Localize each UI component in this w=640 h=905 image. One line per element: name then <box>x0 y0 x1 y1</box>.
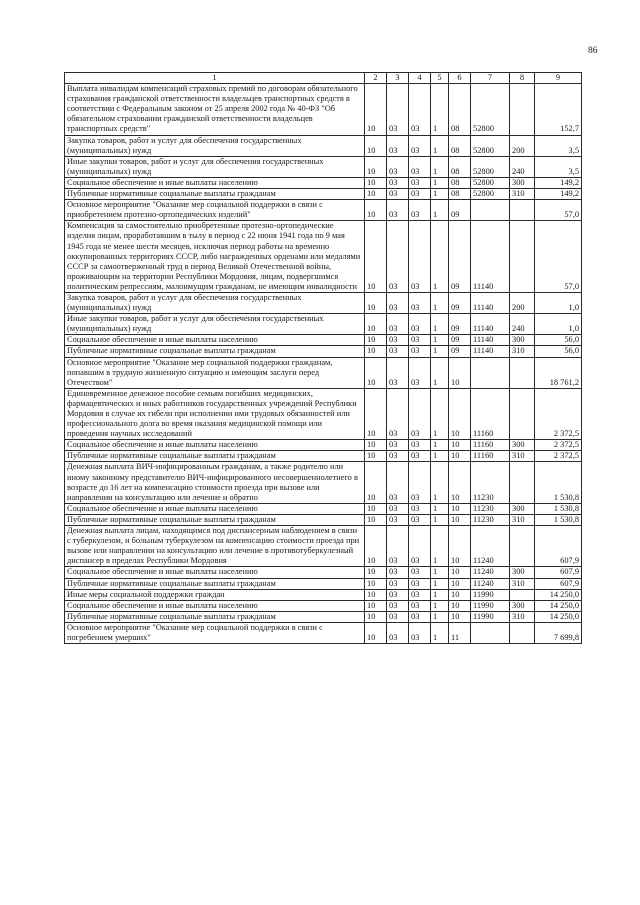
row-col-8: 310 <box>510 611 535 622</box>
row-col-5: 1 <box>431 84 449 135</box>
row-col-7: 11990 <box>471 611 510 622</box>
row-col-8: 310 <box>510 578 535 589</box>
table-row <box>65 135 582 156</box>
row-col-8: 300 <box>510 503 535 514</box>
row-col-4: 03 <box>409 200 431 221</box>
table-row <box>65 314 582 335</box>
row-col-6: 10 <box>449 451 471 462</box>
row-col-3: 03 <box>387 177 409 188</box>
row-col-8: 200 <box>510 292 535 313</box>
row-name: Публичные нормативные социальные выплаты гражданам <box>65 611 365 622</box>
row-col-7: 52800 <box>471 135 510 156</box>
table-row <box>65 600 582 611</box>
row-col-8 <box>510 462 535 503</box>
row-col-6: 10 <box>449 578 471 589</box>
row-col-6: 08 <box>449 84 471 135</box>
row-col-4: 03 <box>409 335 431 346</box>
row-col-5: 1 <box>431 156 449 177</box>
row-col-6: 10 <box>449 357 471 388</box>
row-amount: 3,5 <box>535 156 582 177</box>
row-col-2: 10 <box>365 346 387 357</box>
row-name: Основное мероприятие "Оказание мер социальной поддержки в связи с приобретением протезно-ортопедических изделий" <box>65 200 365 221</box>
row-col-7: 11140 <box>471 292 510 313</box>
row-col-3: 03 <box>387 135 409 156</box>
row-col-4: 03 <box>409 514 431 525</box>
row-col-5: 1 <box>431 526 449 567</box>
row-name: Социальное обеспечение и иные выплаты населению <box>65 600 365 611</box>
row-col-6: 10 <box>449 611 471 622</box>
row-col-2: 10 <box>365 514 387 525</box>
row-col-2: 10 <box>365 589 387 600</box>
header-col-4: 4 <box>409 73 431 84</box>
row-amount: 149,2 <box>535 177 582 188</box>
row-amount: 152,7 <box>535 84 582 135</box>
row-col-2: 10 <box>365 451 387 462</box>
row-col-5: 1 <box>431 611 449 622</box>
row-col-6: 08 <box>449 156 471 177</box>
row-col-6: 09 <box>449 335 471 346</box>
row-col-4: 03 <box>409 526 431 567</box>
row-col-7: 11990 <box>471 589 510 600</box>
row-col-7: 11140 <box>471 314 510 335</box>
row-col-4: 03 <box>409 346 431 357</box>
row-col-3: 03 <box>387 567 409 578</box>
row-col-6: 08 <box>449 177 471 188</box>
row-amount: 3,5 <box>535 135 582 156</box>
row-col-3: 03 <box>387 221 409 293</box>
row-name: Публичные нормативные социальные выплаты гражданам <box>65 578 365 589</box>
row-col-3: 03 <box>387 346 409 357</box>
table-row <box>65 611 582 622</box>
table-row <box>65 567 582 578</box>
row-col-7: 11160 <box>471 440 510 451</box>
row-col-5: 1 <box>431 388 449 439</box>
row-col-2: 10 <box>365 156 387 177</box>
row-amount: 14 250,0 <box>535 600 582 611</box>
row-amount: 1,0 <box>535 292 582 313</box>
row-col-3: 03 <box>387 314 409 335</box>
header-col-8: 8 <box>510 73 535 84</box>
page-number: 86 <box>588 46 598 56</box>
row-col-8 <box>510 200 535 221</box>
row-amount: 14 250,0 <box>535 611 582 622</box>
row-amount: 56,0 <box>535 335 582 346</box>
row-col-6: 10 <box>449 526 471 567</box>
row-col-5: 1 <box>431 221 449 293</box>
row-name: Социальное обеспечение и иные выплаты населению <box>65 503 365 514</box>
row-name: Публичные нормативные социальные выплаты гражданам <box>65 451 365 462</box>
row-col-3: 03 <box>387 200 409 221</box>
row-col-4: 03 <box>409 221 431 293</box>
row-amount: 1 530,8 <box>535 503 582 514</box>
row-col-4: 03 <box>409 611 431 622</box>
table-row <box>65 440 582 451</box>
row-col-5: 1 <box>431 451 449 462</box>
row-col-4: 03 <box>409 357 431 388</box>
row-col-2: 10 <box>365 440 387 451</box>
table-row <box>65 514 582 525</box>
row-amount: 57,0 <box>535 200 582 221</box>
header-col-5: 5 <box>431 73 449 84</box>
row-col-6: 10 <box>449 589 471 600</box>
row-name: Закупка товаров, работ и услуг для обеспечения государственных (муниципальных) нужд <box>65 292 365 313</box>
row-amount: 607,9 <box>535 567 582 578</box>
row-col-7: 11990 <box>471 600 510 611</box>
row-col-7: 11240 <box>471 526 510 567</box>
table-row <box>65 589 582 600</box>
row-col-6: 10 <box>449 600 471 611</box>
row-name: Социальное обеспечение и иные выплаты населению <box>65 567 365 578</box>
row-col-3: 03 <box>387 156 409 177</box>
row-col-8: 310 <box>510 451 535 462</box>
row-col-5: 1 <box>431 189 449 200</box>
row-col-5: 1 <box>431 440 449 451</box>
row-col-2: 10 <box>365 189 387 200</box>
row-col-8: 300 <box>510 600 535 611</box>
row-amount: 2 372,5 <box>535 388 582 439</box>
row-col-2: 10 <box>365 526 387 567</box>
row-col-2: 10 <box>365 200 387 221</box>
row-col-2: 10 <box>365 314 387 335</box>
row-col-5: 1 <box>431 177 449 188</box>
row-col-5: 1 <box>431 589 449 600</box>
row-col-8: 200 <box>510 135 535 156</box>
table-row <box>65 221 582 293</box>
row-name: Основное мероприятие "Оказание мер социальной поддержки в связи с погребением умерших" <box>65 622 365 643</box>
row-col-3: 03 <box>387 388 409 439</box>
row-col-2: 10 <box>365 600 387 611</box>
row-col-8 <box>510 589 535 600</box>
row-col-5: 1 <box>431 514 449 525</box>
row-col-4: 03 <box>409 567 431 578</box>
row-amount: 2 372,5 <box>535 451 582 462</box>
row-col-3: 03 <box>387 84 409 135</box>
row-col-6: 10 <box>449 388 471 439</box>
row-col-4: 03 <box>409 600 431 611</box>
row-col-3: 03 <box>387 611 409 622</box>
row-col-2: 10 <box>365 462 387 503</box>
table-row <box>65 84 582 135</box>
row-col-7: 11140 <box>471 346 510 357</box>
row-col-7: 52800 <box>471 84 510 135</box>
row-col-8 <box>510 84 535 135</box>
row-name: Закупка товаров, работ и услуг для обеспечения государственных (муниципальных) нужд <box>65 135 365 156</box>
row-col-5: 1 <box>431 314 449 335</box>
row-col-7: 11230 <box>471 462 510 503</box>
row-col-2: 10 <box>365 84 387 135</box>
row-name: Денежная выплата ВИЧ-инфицированным гражданам, а также родителю или иному законному представителю ВИЧ-инфицированного несовершеннолетнего в возрасте до 16 лет на компенсацию стоимости проезда при вызове или направлении на консультацию или лечение и обратно <box>65 462 365 503</box>
row-col-6: 09 <box>449 221 471 293</box>
row-col-2: 10 <box>365 622 387 643</box>
row-col-2: 10 <box>365 135 387 156</box>
row-col-6: 09 <box>449 200 471 221</box>
row-amount: 1,0 <box>535 314 582 335</box>
row-col-5: 1 <box>431 335 449 346</box>
table-row <box>65 526 582 567</box>
row-col-3: 03 <box>387 357 409 388</box>
row-col-7: 11230 <box>471 503 510 514</box>
row-col-8 <box>510 221 535 293</box>
row-col-3: 03 <box>387 292 409 313</box>
row-col-4: 03 <box>409 503 431 514</box>
row-name: Иные закупки товаров, работ и услуг для обеспечения государственных (муниципальных) нужд <box>65 314 365 335</box>
row-name: Компенсация за самостоятельно приобретенные протезно-ортопедические изделия лицам, проработавшим в тылу в период с 22 июня 1941 года по 9 мая 1945 года не менее шести месяцев, исключая период работы на временно оккупированных территориях СССР, либо награжденных орденами или медалями СССР за самоотверженный труд в период Великой Отечественной войны, проживающим на территории Республики Мордовия, лицам, подвергшимся политическим репрессиям, малоимущим гражданам, не имеющим инвалидности <box>65 221 365 293</box>
row-col-3: 03 <box>387 589 409 600</box>
row-col-6: 09 <box>449 346 471 357</box>
table-row <box>65 503 582 514</box>
row-col-5: 1 <box>431 567 449 578</box>
row-col-8: 240 <box>510 314 535 335</box>
row-col-7 <box>471 200 510 221</box>
row-col-5: 1 <box>431 292 449 313</box>
header-col-1: 1 <box>65 73 365 84</box>
row-col-2: 10 <box>365 388 387 439</box>
row-col-4: 03 <box>409 440 431 451</box>
row-col-6: 10 <box>449 503 471 514</box>
row-col-4: 03 <box>409 135 431 156</box>
row-col-3: 03 <box>387 514 409 525</box>
row-name: Публичные нормативные социальные выплаты гражданам <box>65 189 365 200</box>
row-col-2: 10 <box>365 221 387 293</box>
row-col-5: 1 <box>431 600 449 611</box>
row-col-6: 10 <box>449 440 471 451</box>
row-col-7: 11240 <box>471 567 510 578</box>
row-col-6: 09 <box>449 292 471 313</box>
row-col-3: 03 <box>387 622 409 643</box>
row-col-2: 10 <box>365 292 387 313</box>
table-row <box>65 346 582 357</box>
budget-table <box>64 72 582 644</box>
row-amount: 56,0 <box>535 346 582 357</box>
header-row <box>65 73 582 84</box>
row-amount: 1 530,8 <box>535 514 582 525</box>
table-row <box>65 357 582 388</box>
row-col-3: 03 <box>387 335 409 346</box>
row-col-3: 03 <box>387 526 409 567</box>
row-amount: 607,9 <box>535 578 582 589</box>
table-row <box>65 451 582 462</box>
row-col-4: 03 <box>409 589 431 600</box>
row-col-2: 10 <box>365 611 387 622</box>
row-col-6: 08 <box>449 189 471 200</box>
row-col-7: 52800 <box>471 189 510 200</box>
row-col-8 <box>510 388 535 439</box>
row-col-7: 11160 <box>471 388 510 439</box>
row-col-3: 03 <box>387 462 409 503</box>
row-col-6: 10 <box>449 567 471 578</box>
row-col-5: 1 <box>431 135 449 156</box>
row-name: Выплата инвалидам компенсаций страховых премий по договорам обязательного страхования гражданской ответственности владельцев транспортных средств в соответствии с Федеральным законом от 25 апреля 2002 года № 40-ФЗ "Об обязательном страховании гражданской ответственности владельцев транспортных средств" <box>65 84 365 135</box>
row-col-8: 300 <box>510 440 535 451</box>
row-col-8: 300 <box>510 335 535 346</box>
row-col-7: 11230 <box>471 514 510 525</box>
table-row <box>65 156 582 177</box>
row-amount: 18 761,2 <box>535 357 582 388</box>
row-col-4: 03 <box>409 189 431 200</box>
row-col-4: 03 <box>409 451 431 462</box>
row-col-8 <box>510 357 535 388</box>
table-row <box>65 292 582 313</box>
header-col-9: 9 <box>535 73 582 84</box>
header-col-7: 7 <box>471 73 510 84</box>
row-col-3: 03 <box>387 578 409 589</box>
row-col-6: 10 <box>449 462 471 503</box>
row-col-7: 11140 <box>471 335 510 346</box>
row-name: Социальное обеспечение и иные выплаты населению <box>65 335 365 346</box>
row-col-6: 08 <box>449 135 471 156</box>
row-amount: 7 699,8 <box>535 622 582 643</box>
row-col-7: 52800 <box>471 177 510 188</box>
row-col-8: 240 <box>510 156 535 177</box>
row-col-8 <box>510 622 535 643</box>
row-col-3: 03 <box>387 451 409 462</box>
row-col-8: 310 <box>510 189 535 200</box>
row-col-4: 03 <box>409 84 431 135</box>
row-col-4: 03 <box>409 388 431 439</box>
table-row <box>65 462 582 503</box>
row-name: Иные закупки товаров, работ и услуг для обеспечения государственных (муниципальных) нужд <box>65 156 365 177</box>
row-amount: 2 372,5 <box>535 440 582 451</box>
table-row <box>65 200 582 221</box>
row-col-2: 10 <box>365 357 387 388</box>
row-col-7 <box>471 622 510 643</box>
row-col-4: 03 <box>409 177 431 188</box>
row-col-5: 1 <box>431 346 449 357</box>
header-col-6: 6 <box>449 73 471 84</box>
header-col-2: 2 <box>365 73 387 84</box>
row-amount: 149,2 <box>535 189 582 200</box>
row-col-4: 03 <box>409 578 431 589</box>
table-row <box>65 622 582 643</box>
row-name: Публичные нормативные социальные выплаты гражданам <box>65 514 365 525</box>
row-col-4: 03 <box>409 156 431 177</box>
row-col-7 <box>471 357 510 388</box>
table-body <box>65 84 582 644</box>
table-row <box>65 189 582 200</box>
table-row <box>65 388 582 439</box>
row-col-8: 310 <box>510 514 535 525</box>
row-col-3: 03 <box>387 503 409 514</box>
row-name: Социальное обеспечение и иные выплаты населению <box>65 440 365 451</box>
row-col-4: 03 <box>409 622 431 643</box>
row-name: Денежная выплата лицам, находящимся под диспансерным наблюдением в связи с туберкулезом, и больным туберкулезом на компенсацию стоимости проезда при вызове или направлении на консультацию или лечение в противотуберкулезный диспансер в пределах Республики Мордовия <box>65 526 365 567</box>
row-col-6: 09 <box>449 314 471 335</box>
row-col-3: 03 <box>387 189 409 200</box>
row-col-4: 03 <box>409 314 431 335</box>
table-row <box>65 177 582 188</box>
row-col-5: 1 <box>431 200 449 221</box>
row-col-7: 52800 <box>471 156 510 177</box>
row-col-4: 03 <box>409 292 431 313</box>
row-col-8: 300 <box>510 567 535 578</box>
row-amount: 607,9 <box>535 526 582 567</box>
row-col-5: 1 <box>431 503 449 514</box>
row-col-6: 11 <box>449 622 471 643</box>
row-col-7: 11240 <box>471 578 510 589</box>
row-col-2: 10 <box>365 177 387 188</box>
row-col-5: 1 <box>431 462 449 503</box>
row-col-5: 1 <box>431 357 449 388</box>
row-col-8 <box>510 526 535 567</box>
row-col-2: 10 <box>365 567 387 578</box>
row-amount: 1 530,8 <box>535 462 582 503</box>
row-name: Иные меры социальной поддержки граждан <box>65 589 365 600</box>
row-col-8: 310 <box>510 346 535 357</box>
row-col-5: 1 <box>431 622 449 643</box>
row-col-3: 03 <box>387 600 409 611</box>
row-name: Основное мероприятие "Оказание мер социальной поддержки гражданам, попавшим в трудную жизненную ситуацию и имеющим заслуги перед Отечеством" <box>65 357 365 388</box>
row-amount: 14 250,0 <box>535 589 582 600</box>
row-col-2: 10 <box>365 335 387 346</box>
row-col-5: 1 <box>431 578 449 589</box>
row-col-3: 03 <box>387 440 409 451</box>
row-name: Единовременное денежное пособие семьям погибших медицинских, фармацевтических и иных работников государственных учреждений Республики Мордовия в случае их гибели при исполнении ими трудовых обязанностей или профессионального долга во время оказания медицинской помощи или проведения научных исследований <box>65 388 365 439</box>
row-col-4: 03 <box>409 462 431 503</box>
row-name: Публичные нормативные социальные выплаты гражданам <box>65 346 365 357</box>
row-col-8: 300 <box>510 177 535 188</box>
row-col-2: 10 <box>365 503 387 514</box>
row-col-2: 10 <box>365 578 387 589</box>
row-col-7: 11160 <box>471 451 510 462</box>
row-amount: 57,0 <box>535 221 582 293</box>
row-name: Социальное обеспечение и иные выплаты населению <box>65 177 365 188</box>
row-col-7: 11140 <box>471 221 510 293</box>
header-col-3: 3 <box>387 73 409 84</box>
table-row <box>65 335 582 346</box>
table-row <box>65 578 582 589</box>
row-col-6: 10 <box>449 514 471 525</box>
